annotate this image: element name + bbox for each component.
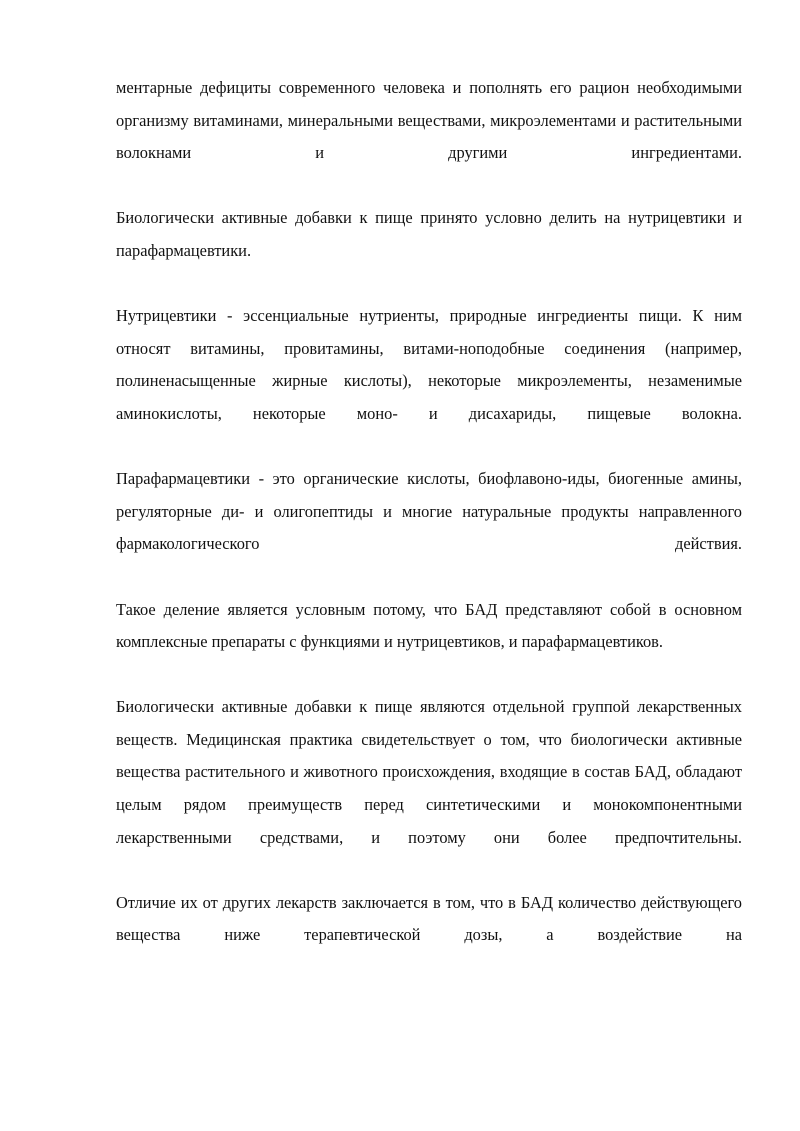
document-body [116, 72, 742, 952]
paragraph-nutraceuticals: Нутрицевтики - эссенциальные нутриенты, природные ингредиенты пищи. К ним относят витамины, провитамины, витами-ноподобные соединения (например, полиненасыщенные жирные кислоты), некоторые микроэлементы, незаменимые аминокислоты, некоторые моно- и дисахариды, пищевые волокна. [116, 306, 742, 423]
paragraph-separate-group: Биологически активные добавки к пище являются отдельной группой лекарственных веществ. Медицинская практика свидетельствует о том, что биологически активные вещества растительного и животного происхождения, входящие в состав БАД, обладают целым рядом преимуществ перед синтетическими и монокомпонентными лекарственными средствами, и поэтому они более предпочтительны. [116, 697, 742, 847]
paragraph-classification: Биологически активные добавки к пище принято условно делить на нутрицевтики и парафармацевтики. [116, 208, 742, 260]
paragraph-conditional-division: Такое деление является условным потому, что БАД представляют собой в основном комплексные препараты с функциями и нутрицевтиков, и парафармацевтиков. [116, 599, 742, 652]
paragraph-parapharmaceuticals: Парафармацевтики - это органические кислоты, биофлавоно-иды, биогенные амины, регуляторные ди- и олигопептиды и многие натуральные продукты направленного фармакологического действия. [116, 469, 742, 554]
paragraph-deficits: ментарные дефициты современного человека и пополнять его рацион необходимыми организму витаминами, минеральными веществами, микроэлементами и растительными волокнами и другими ингредиентами. [116, 78, 742, 163]
paragraph-difference: Отличие их от других лекарств заключается в том, что в БАД количество действующего вещества ниже терапевтической дозы, а воздействие на [116, 892, 742, 945]
